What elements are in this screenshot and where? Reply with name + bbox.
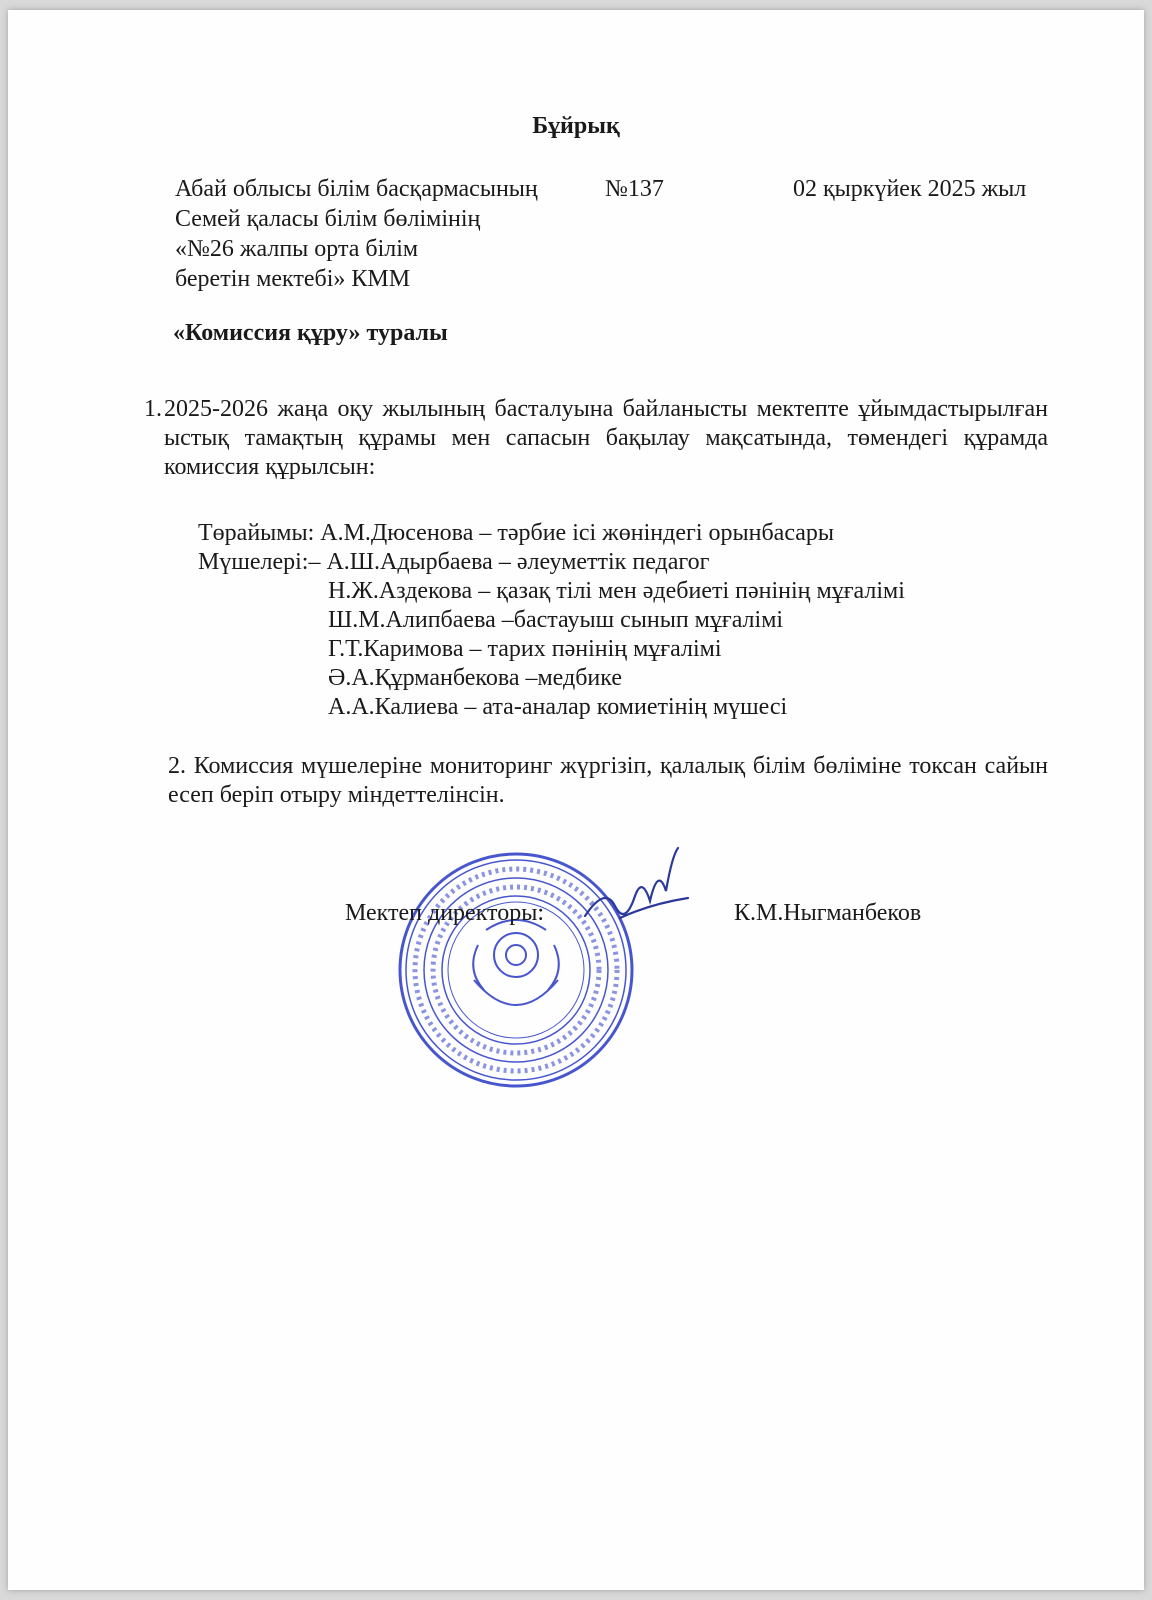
signature-icon — [580, 846, 690, 941]
org-line-3: «№26 жалпы орта білім — [175, 236, 419, 262]
item-text: 2025-2026 жаңа оқу жылының басталуына байланысты мектепте ұйымдастырылған ыстық тамақтың құрамы мен сапасын бақылау мақсатында, төмендегі құрамда комиссия құрылсын: — [164, 396, 1048, 480]
order-number: №137 — [605, 176, 664, 202]
director-label: Мектеп директоры: — [345, 900, 545, 926]
commission-member: А.А.Калиева – ата-аналар комиетінің мүшесі — [328, 694, 788, 720]
item-marker: 1. — [144, 396, 162, 422]
commission-chair: Төрайымы: А.М.Дюсенова – тәрбие ісі жөніндегі орынбасары — [198, 520, 835, 546]
item-marker: 2. — [168, 753, 186, 779]
document-page — [8, 10, 1144, 1590]
order-subject: «Комиссия құру» туралы — [173, 320, 448, 346]
commission-member: Н.Ж.Аздекова – қазақ тілі мен әдебиеті пәнінің мұғалімі — [328, 578, 905, 604]
order-item-2 — [168, 752, 1048, 810]
org-line-4: беретін мектебі» КММ — [175, 266, 411, 292]
commission-member-first: Мүшелері:– А.Ш.Адырбаева – әлеуметтік педагог — [198, 549, 710, 575]
org-line-1: Абай облысы білім басқармасының — [175, 176, 538, 202]
commission-member: Ә.А.Құрманбекова –медбике — [328, 665, 622, 691]
order-date: 02 қыркүйек 2025 жыл — [793, 176, 1027, 202]
commission-member: Г.Т.Каримова – тарих пәнінің мұғалімі — [328, 636, 722, 662]
org-line-2: Семей қаласы білім бөлімінің — [175, 206, 481, 232]
item-text: Комиссия мүшелеріне мониторинг жүргізіп, қалалық білім бөліміне токсан сайын есеп беріп отыру міндеттелінсін. — [168, 753, 1049, 808]
director-name: К.М.Ныгманбеков — [734, 900, 922, 926]
document-title: Бұйрық — [532, 113, 620, 139]
order-item-1 — [144, 395, 1048, 482]
commission-member: Ш.М.Алипбаева –бастауыш сынып мұғалімі — [328, 607, 784, 633]
